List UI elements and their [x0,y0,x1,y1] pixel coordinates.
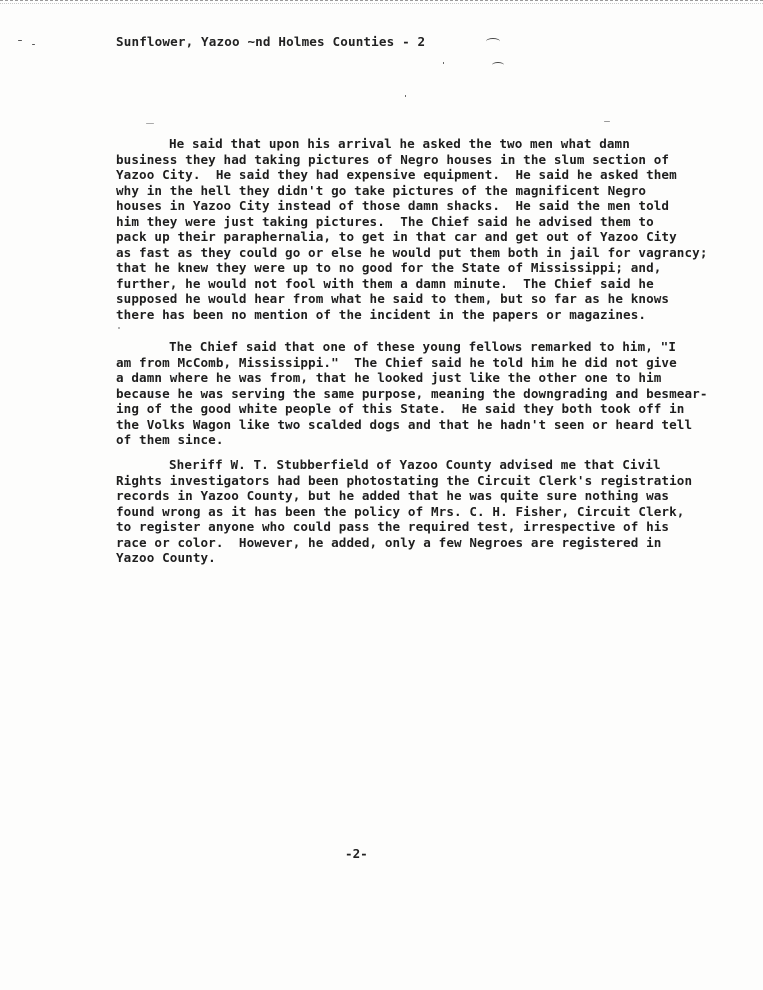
scan-mark [492,62,504,68]
text-line: business they had taking pictures of Negro houses in the slum section of [116,151,670,167]
scan-mark [486,38,500,45]
scan-speck [443,62,444,64]
text-line: because he was serving the same purpose, meaning the downgrading and besmear- [116,385,708,401]
text-line: why in the hell they didn't go take pictures of the magnificent Negro [116,182,647,198]
paragraph-1 [116,136,706,322]
text-line: there has been no mention of the incident in the papers or magazines. [116,306,647,322]
scan-speck [604,121,610,122]
text-line: to register anyone who could pass the required test, irrespective of his [116,519,670,534]
text-line: him they were just taking pictures. The Chief said he advised them to [116,213,654,229]
page-number: -2- [345,846,368,861]
scan-speck [118,327,120,329]
paragraph-3 [116,457,706,566]
text-line: found wrong as it has been the policy of Mrs. C. H. Fisher, Circuit Clerk, [116,503,685,519]
text-line: Rights investigators had been photostating the Circuit Clerk's registration [116,472,693,488]
text-line: as fast as they could go or else he would put them both in jail for vagrancy; [116,244,708,260]
paragraph-2 [116,339,706,448]
page-header: Sunflower, Yazoo ~nd Holmes Counties - 2 [116,34,426,49]
text-line: ing of the good white people of this State. He said they both took off in [116,401,685,416]
text-line: a damn where he was from, that he looked just like the other one to him [116,370,662,385]
scan-speck [18,40,22,41]
scan-speck [146,123,154,124]
text-line: am from McComb, Mississippi." The Chief said he told him he did not give [116,354,677,370]
text-line: Yazoo County. [116,550,216,565]
scan-speck [405,95,406,97]
text-line: race or color. However, he added, only a few Negroes are registered in [116,534,662,550]
text-line: supposed he would hear from what he said to them, but so far as he knows [116,291,670,306]
text-line: Sheriff W. T. Stubberfield of Yazoo County advised me that Civil [169,457,661,472]
text-line: He said that upon his arrival he asked the two men what damn [169,136,630,151]
text-line: houses in Yazoo City instead of those damn shacks. He said the men told [116,198,670,213]
text-line: further, he would not fool with them a damn minute. The Chief said he [116,275,654,291]
text-line: the Volks Wagon like two scalded dogs and that he hadn't seen or heard tell [116,416,693,432]
text-line: Yazoo City. He said they had expensive equipment. He said he asked them [116,167,677,182]
text-line: The Chief said that one of these young fellows remarked to him, "I [169,339,677,354]
scan-speck [32,44,35,45]
text-line: pack up their paraphernalia, to get in that car and get out of Yazoo City [116,229,677,244]
page-top-edge [0,0,763,4]
text-line: of them since. [116,432,224,447]
text-line: records in Yazoo County, but he added that he was quite sure nothing was [116,488,670,503]
text-line: that he knew they were up to no good for the State of Mississippi; and, [116,260,662,275]
